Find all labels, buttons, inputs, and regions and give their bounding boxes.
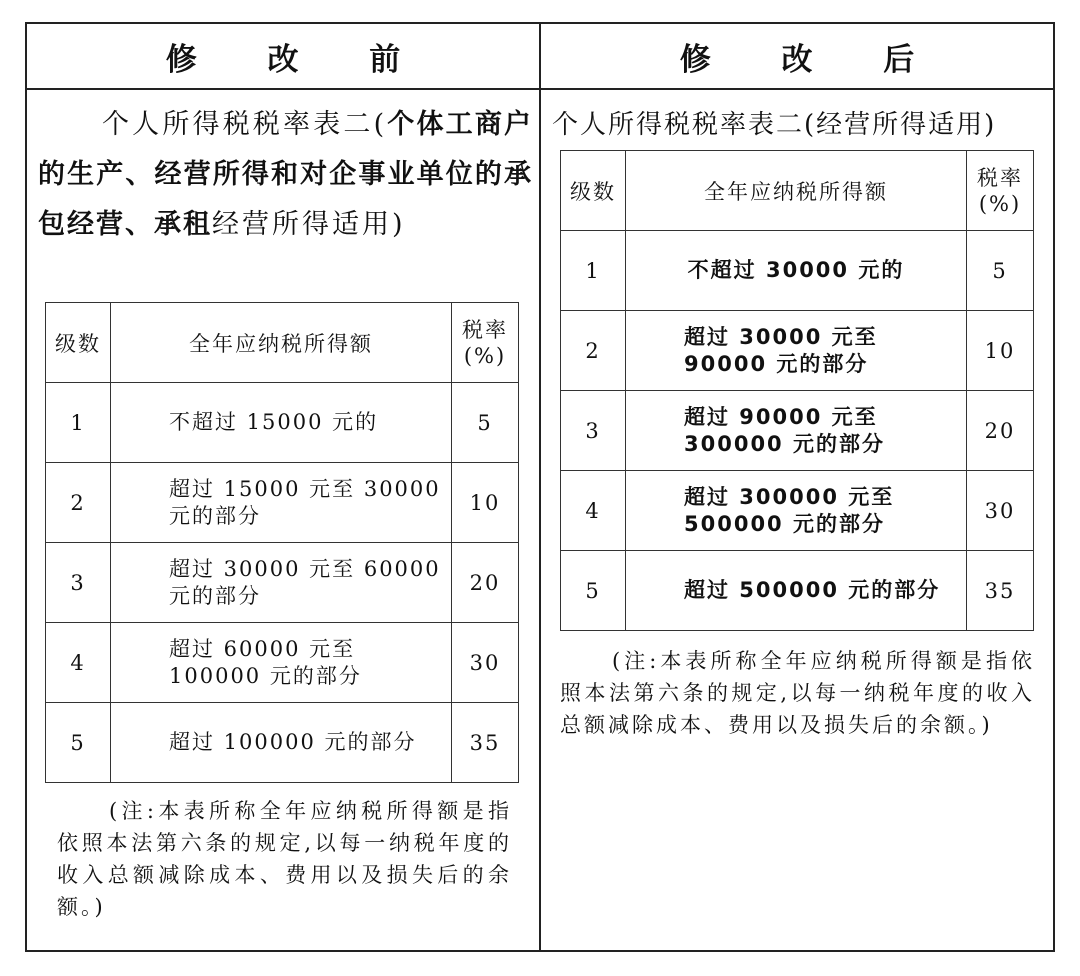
after-table-note: (注:本表所称全年应纳税所得额是指依照本法第六条的规定,以每一纳税年度的收入总额减除成本、费用以及损失后的余额。)	[560, 649, 1035, 737]
cell-level: 2	[561, 311, 626, 391]
after-tax-rate-table	[560, 150, 1034, 631]
cell-income-range: 超过 15000 元至 30000 元的部分	[111, 463, 452, 543]
table-row	[561, 311, 1034, 391]
cell-rate: 5	[967, 231, 1034, 311]
cell-income-range: 超过 30000 元至 90000 元的部分	[626, 311, 967, 391]
cell-rate: 20	[452, 543, 519, 623]
cell-level: 4	[561, 471, 626, 551]
table-row	[561, 471, 1034, 551]
column-divider	[539, 22, 541, 952]
before-header: 修 改 前	[165, 41, 431, 78]
header-divider	[25, 88, 1055, 90]
after-table-caption: 个人所得税税率表二(经营所得适用)	[552, 110, 997, 140]
table-row	[561, 231, 1034, 311]
header-income-range: 全年应纳税所得额	[111, 303, 452, 383]
header-rate: 税率(%)	[452, 303, 519, 383]
table-header-row	[46, 303, 519, 383]
before-table-note: (注:本表所称全年应纳税所得额是指依照本法第六条的规定,以每一纳税年度的收入总额减除成本、费用以及损失后的余额。)	[57, 799, 512, 919]
cell-level: 4	[46, 623, 111, 703]
cell-rate: 30	[452, 623, 519, 703]
cell-rate: 35	[967, 551, 1034, 631]
cell-income-range: 超过 100000 元的部分	[111, 703, 452, 783]
table-row	[46, 703, 519, 783]
cell-level: 5	[46, 703, 111, 783]
before-tax-rate-table	[45, 302, 519, 783]
table-row	[46, 543, 519, 623]
table-row	[46, 623, 519, 703]
cell-rate: 35	[452, 703, 519, 783]
cell-income-range: 超过 90000 元至 300000 元的部分	[626, 391, 967, 471]
table-row	[561, 391, 1034, 471]
cell-income-range: 超过 300000 元至 500000 元的部分	[626, 471, 967, 551]
header-level: 级数	[561, 151, 626, 231]
cell-level: 5	[561, 551, 626, 631]
header-income-range: 全年应纳税所得额	[626, 151, 967, 231]
cell-level: 3	[561, 391, 626, 471]
cell-level: 1	[561, 231, 626, 311]
cell-rate: 10	[452, 463, 519, 543]
before-table-caption: 个人所得税税率表二(个体工商户的生产、经营所得和对企事业单位的承包经营、承租经营所得适用)	[38, 109, 534, 240]
header-level: 级数	[46, 303, 111, 383]
table-row	[46, 463, 519, 543]
table-header-row	[561, 151, 1034, 231]
cell-level: 3	[46, 543, 111, 623]
cell-level: 2	[46, 463, 111, 543]
header-rate: 税率(%)	[967, 151, 1034, 231]
cell-rate: 20	[967, 391, 1034, 471]
cell-income-range: 超过 60000 元至 100000 元的部分	[111, 623, 452, 703]
cell-income-range: 超过 500000 元的部分	[626, 551, 967, 631]
cell-income-range: 不超过 15000 元的	[111, 383, 452, 463]
cell-rate: 10	[967, 311, 1034, 391]
table-row	[561, 551, 1034, 631]
cell-income-range: 超过 30000 元至 60000 元的部分	[111, 543, 452, 623]
cell-rate: 5	[452, 383, 519, 463]
table-row	[46, 383, 519, 463]
cell-rate: 30	[967, 471, 1034, 551]
after-header: 修 改 后	[679, 41, 945, 78]
cell-income-range: 不超过 30000 元的	[626, 231, 967, 311]
cell-level: 1	[46, 383, 111, 463]
